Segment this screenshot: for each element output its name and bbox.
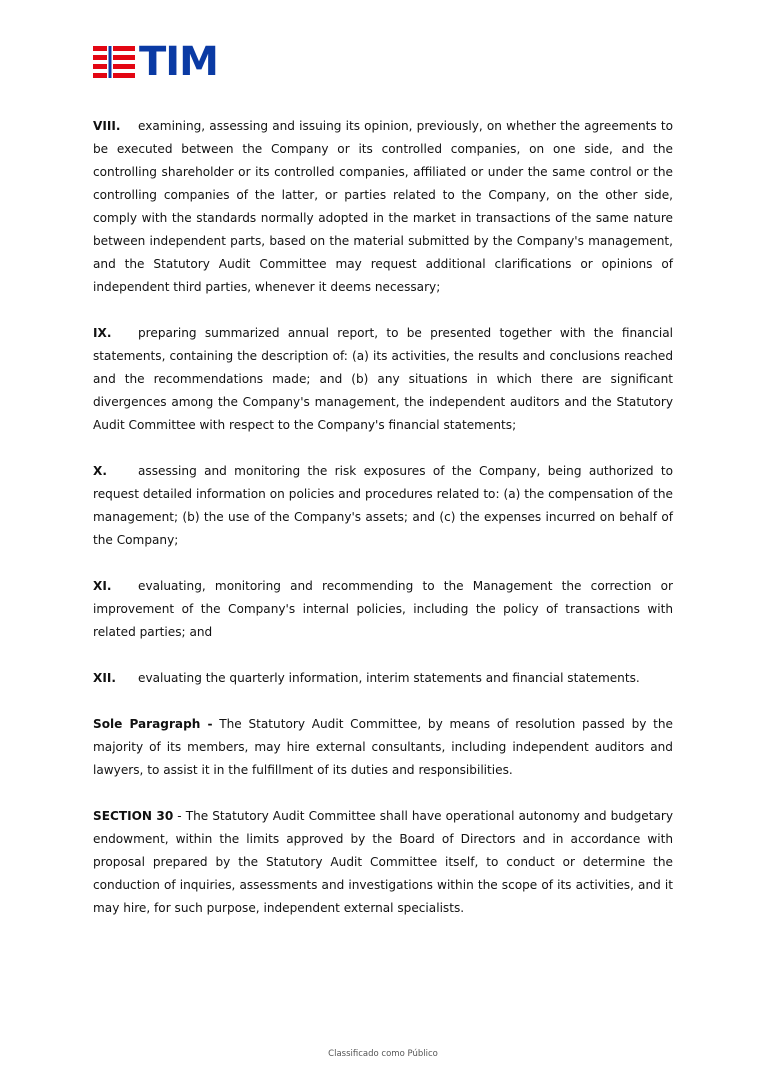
clause-text: evaluating, monitoring and recommending to the Management the correction or improvement of the Company's internal policies, including the policy of transactions with related parties; and [93,579,673,639]
section-30 [93,805,673,920]
clause-numeral: XI. [93,579,112,593]
clause-text: assessing and monitoring the risk exposures of the Company, being authorized to request detailed information on policies and procedures related to: (a) the compensation of the management; (b) the use of the Company's assets; and (c) the expenses incurred on behalf of the Company; [93,464,673,547]
tim-logo [93,39,218,85]
clause-numeral: XII. [93,671,116,685]
clause-x [93,460,673,552]
clause-numeral: IX. [93,326,112,340]
sole-paragraph [93,713,673,782]
section-30-text: - The Statutory Audit Committee shall have operational autonomy and budgetary endowment, within the limits approved by the Board of Directors and in accordance with proposal prepared by the Statutory Audit Committee itself, to conduct or determine the conduction of inquiries, assessments and investigations within the scope of its activities, and it may hire, for such purpose, independent external specialists. [93,809,673,915]
clause-numeral: X. [93,464,107,478]
clause-ix [93,322,673,437]
clause-text: preparing summarized annual report, to be presented together with the financial statements, containing the description of: (a) its activities, the results and conclusions reached and the recommendations made; and (b) any situations in which there are significant divergences among the Company's management, the independent auditors and the Statutory Audit Committee with respect to the Company's financial statements; [93,326,673,432]
clause-xii [93,667,673,690]
clause-text: examining, assessing and issuing its opinion, previously, on whether the agreements to be executed between the Company or its controlled companies, on one side, and the controlling shareholder or its controlled companies, affiliated or under the same control or the controlling companies of the latter, or parties related to the Company, on the other side, comply with the standards normally adopted in the market in transactions of the same nature between independent parts, based on the material submitted by the Company's management, and the Statutory Audit Committee may request additional clarifications or opinions of independent third parties, whenever it deems necessary; [93,119,673,294]
logo-wordmark: TIM [139,39,218,85]
classification-footer: Classificado como Público [328,1049,438,1059]
sole-paragraph-text: The Statutory Audit Committee, by means of resolution passed by the majority of its members, may hire external consultants, including independent auditors and lawyers, to assist it in the fulfillment of its duties and responsibilities. [93,717,673,777]
clause-text: evaluating the quarterly information, interim statements and financial statements. [138,671,640,685]
clause-numeral: VIII. [93,119,121,133]
tim-logo-mark-icon [93,45,135,79]
section-30-lead: SECTION 30 [93,809,174,823]
sole-paragraph-lead: Sole Paragraph - [93,717,213,731]
clause-xi [93,575,673,644]
document-body [93,115,673,943]
clause-viii [93,115,673,299]
